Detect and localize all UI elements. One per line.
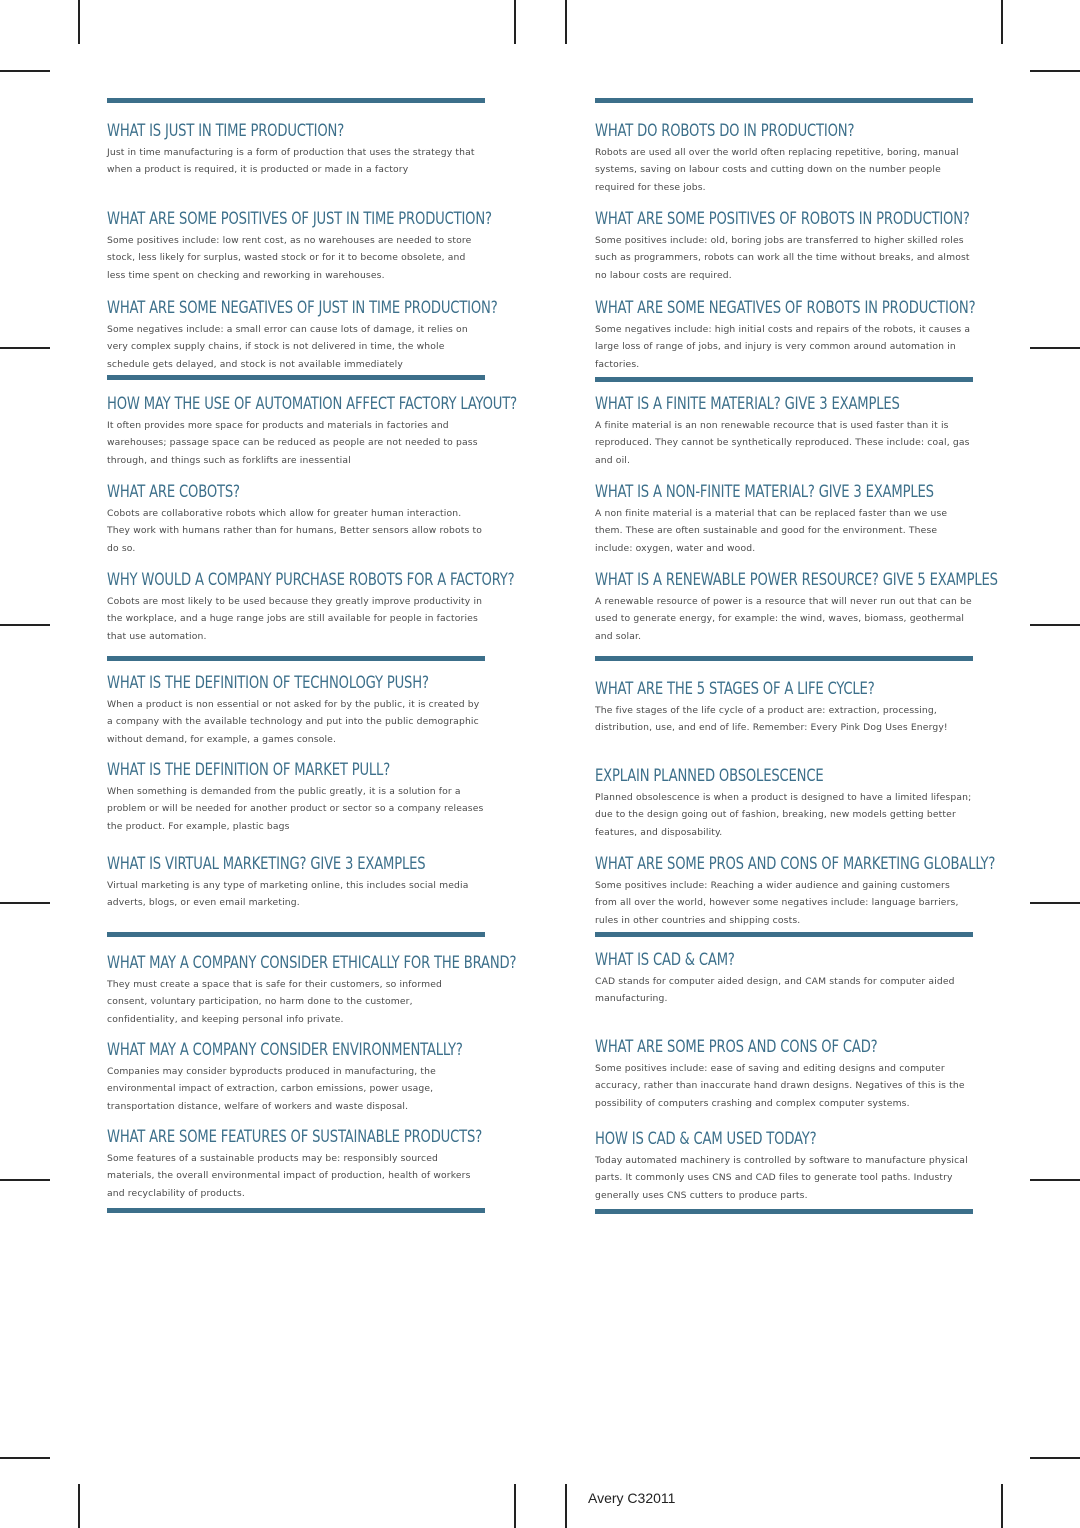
- revision-card: [595, 382, 998, 661]
- revision-card: [107, 661, 485, 931]
- question-heading: WHAT IS THE DEFINITION OF MARKET PULL?: [107, 760, 391, 780]
- revision-card: [595, 661, 996, 937]
- question-heading: WHAT ARE SOME POSITIVES OF JUST IN TIME PRODUCTION?: [107, 209, 492, 229]
- answer-text: Some positives include: ease of saving and editing designs and computer accuracy, rather than inaccurate hand drawn designs. Negatives of this is the possibility of computers crashing and complex computer systems.: [595, 1063, 965, 1109]
- crop-mark: [514, 1484, 516, 1528]
- crop-mark: [78, 1484, 80, 1528]
- qa-item: [107, 673, 485, 748]
- qa-item: [107, 570, 515, 645]
- revision-card: [595, 98, 976, 382]
- qa-item: [595, 121, 973, 196]
- answer-text: Cobots are most likely to be used because they greatly improve productivity in the workplace, and a huge range jobs are still available for people in factories that use automation.: [107, 596, 483, 642]
- crop-mark: [1030, 347, 1080, 349]
- qa-item: [595, 950, 973, 1008]
- revision-card: [107, 380, 517, 661]
- question-heading: HOW IS CAD & CAM USED TODAY?: [595, 1129, 817, 1149]
- crop-mark: [0, 347, 50, 349]
- answer-text: The five stages of the life cycle of a product are: extraction, processing, distribution, use, and end of life. Remember: Every Pink Dog Uses Energy!: [595, 705, 948, 734]
- revision-card: [107, 98, 498, 380]
- crop-mark: [565, 0, 567, 44]
- answer-text: Cobots are collaborative robots which allow for greater human interaction. They work with humans rather than for humans, Better sensors allow robots to do so.: [107, 508, 483, 554]
- crop-mark: [1001, 0, 1003, 44]
- crop-mark: [1030, 1179, 1080, 1181]
- crop-mark: [0, 902, 50, 904]
- question-heading: WHY WOULD A COMPANY PURCHASE ROBOTS FOR A FACTORY?: [107, 570, 515, 590]
- qa-item: [107, 760, 485, 835]
- revision-card: [107, 932, 517, 1213]
- question-heading: WHAT ARE SOME POSITIVES OF ROBOTS IN PRODUCTION?: [595, 209, 970, 229]
- crop-mark: [0, 1179, 50, 1181]
- qa-item: [107, 121, 485, 179]
- answer-text: CAD stands for computer aided design, and CAM stands for computer aided manufacturing.: [595, 976, 955, 1005]
- answer-text: It often provides more space for products and materials in factories and warehouses; passage space can be reduced as people are not needed to pass through, and things such as forklifts are inessential: [107, 420, 478, 466]
- question-heading: WHAT DO ROBOTS DO IN PRODUCTION?: [595, 121, 855, 141]
- question-heading: WHAT IS A NON-FINITE MATERIAL? GIVE 3 EXAMPLES: [595, 482, 934, 502]
- answer-text: Some positives include: Reaching a wider audience and gaining customers from all over the world, however some negatives include: language barriers, rules in other countries and shipping costs.: [595, 880, 959, 926]
- crop-mark: [1001, 1484, 1003, 1528]
- answer-text: A renewable resource of power is a resource that will never run out that can be used to generate energy, for example: the wind, waves, biomass, geothermal and solar.: [595, 596, 972, 642]
- qa-item: [107, 298, 498, 373]
- qa-item: [107, 953, 517, 1028]
- question-heading: WHAT ARE SOME FEATURES OF SUSTAINABLE PRODUCTS?: [107, 1127, 483, 1147]
- answer-text: When something is demanded from the public greatly, it is a solution for a problem or will be needed for another product or sector so a company releases the product. For example, plastic bags: [107, 786, 484, 832]
- qa-item: [595, 209, 973, 284]
- answer-text: Virtual marketing is any type of marketing online, this includes social media adverts, blogs, or even email marketing.: [107, 880, 469, 909]
- question-heading: WHAT ARE SOME PROS AND CONS OF CAD?: [595, 1037, 878, 1057]
- qa-item: [107, 209, 492, 284]
- answer-text: Some features of a sustainable products may be: responsibly sourced materials, the overall environmental impact of production, health of workers and recyclability of products.: [107, 1153, 471, 1199]
- crop-mark: [1030, 1457, 1080, 1459]
- question-heading: WHAT MAY A COMPANY CONSIDER ENVIRONMENTALLY?: [107, 1040, 463, 1060]
- answer-text: Just in time manufacturing is a form of production that uses the strategy that when a product is required, it is producted or made in a factory: [107, 147, 475, 176]
- crop-mark: [0, 624, 50, 626]
- sheet-product-code: Avery C32011: [588, 1490, 676, 1506]
- answer-text: Robots are used all over the world often replacing repetitive, boring, manual systems, saving on labour costs and cutting down on the number people required for these jobs.: [595, 147, 959, 193]
- qa-item: [595, 570, 998, 645]
- answer-text: A non finite material is a material that can be replaced faster than we use them. These are often sustainable and good for the environment. These include: oxygen, water and wood.: [595, 508, 948, 554]
- qa-item: [595, 482, 973, 557]
- revision-card: [595, 937, 973, 1214]
- answer-text: Some negatives include: a small error can cause lots of damage, it relies on very complex supply chains, if stock is not delivered in time, the whole schedule gets delayed, and stock is not available immediately: [107, 324, 468, 370]
- question-heading: WHAT IS CAD & CAM?: [595, 950, 735, 970]
- qa-item: [107, 394, 517, 469]
- crop-mark: [1030, 70, 1080, 72]
- qa-item: [107, 482, 485, 557]
- crop-mark: [1030, 902, 1080, 904]
- answer-text: Planned obsolescence is when a product is designed to have a limited lifespan; due to the design going out of fashion, breaking, new models getting better features, and disposability.: [595, 792, 972, 838]
- crop-mark: [565, 1484, 567, 1528]
- qa-item: [595, 394, 973, 469]
- qa-item: [107, 854, 485, 912]
- question-heading: WHAT ARE THE 5 STAGES OF A LIFE CYCLE?: [595, 679, 875, 699]
- crop-mark: [1030, 624, 1080, 626]
- question-heading: WHAT ARE SOME NEGATIVES OF ROBOTS IN PRODUCTION?: [595, 298, 976, 318]
- question-heading: WHAT ARE SOME NEGATIVES OF JUST IN TIME PRODUCTION?: [107, 298, 498, 318]
- qa-item: [595, 854, 996, 929]
- qa-item: [595, 1037, 973, 1112]
- qa-item: [595, 766, 973, 841]
- question-heading: WHAT IS VIRTUAL MARKETING? GIVE 3 EXAMPLES: [107, 854, 426, 874]
- answer-text: They must create a space that is safe for their customers, so informed consent, voluntary participation, no harm done to the customer, confidentiality, and keeping personal info private.: [107, 979, 442, 1025]
- question-heading: WHAT IS A FINITE MATERIAL? GIVE 3 EXAMPLES: [595, 394, 900, 414]
- crop-mark: [0, 1457, 50, 1459]
- answer-text: Some positives include: low rent cost, as no warehouses are needed to store stock, less likely for surplus, wasted stock or for it to become obsolete, and less time spent on checking and reworking in warehouses.: [107, 235, 472, 281]
- question-heading: WHAT IS THE DEFINITION OF TECHNOLOGY PUSH?: [107, 673, 429, 693]
- question-heading: WHAT ARE COBOTS?: [107, 482, 240, 502]
- crop-mark: [0, 70, 50, 72]
- question-heading: WHAT ARE SOME PROS AND CONS OF MARKETING GLOBALLY?: [595, 854, 996, 874]
- answer-text: When a product is non essential or not asked for by the public, it is created by a company with the available technology and put into the public demographic without demand, for example, a games console.: [107, 699, 480, 745]
- answer-text: Today automated machinery is controlled by software to manufacture physical parts. It commonly uses CNS and CAD files to generate tool paths. Industry generally uses CNS cutters to produce parts.: [595, 1155, 968, 1201]
- crop-mark: [514, 0, 516, 44]
- crop-mark: [78, 0, 80, 44]
- answer-text: A finite material is an non renewable recource that is used faster than it is reproduced. They cannot be synthetically reproduced. These include: coal, gas and oil.: [595, 420, 970, 466]
- answer-text: Some negatives include: high initial costs and repairs of the robots, it causes a large loss of range of jobs, and injury is very common around automation in factories.: [595, 324, 971, 370]
- question-heading: HOW MAY THE USE OF AUTOMATION AFFECT FACTORY LAYOUT?: [107, 394, 517, 414]
- answer-text: Some positives include: old, boring jobs are transferred to higher skilled roles such as programmers, robots can work all the time without breaks, and almost no labour costs are required.: [595, 235, 970, 281]
- qa-item: [595, 679, 973, 737]
- qa-item: [107, 1040, 485, 1115]
- question-heading: WHAT IS JUST IN TIME PRODUCTION?: [107, 121, 345, 141]
- qa-item: [107, 1127, 485, 1202]
- answer-text: Companies may consider byproducts produced in manufacturing, the environmental impact of extraction, carbon emissions, power usage, transportation distance, welfare of workers and waste disposal.: [107, 1066, 436, 1112]
- qa-item: [595, 298, 976, 373]
- question-heading: EXPLAIN PLANNED OBSOLESCENCE: [595, 766, 824, 786]
- qa-item: [595, 1129, 973, 1204]
- question-heading: WHAT MAY A COMPANY CONSIDER ETHICALLY FOR THE BRAND?: [107, 953, 517, 973]
- question-heading: WHAT IS A RENEWABLE POWER RESOURCE? GIVE 5 EXAMPLES: [595, 570, 998, 590]
